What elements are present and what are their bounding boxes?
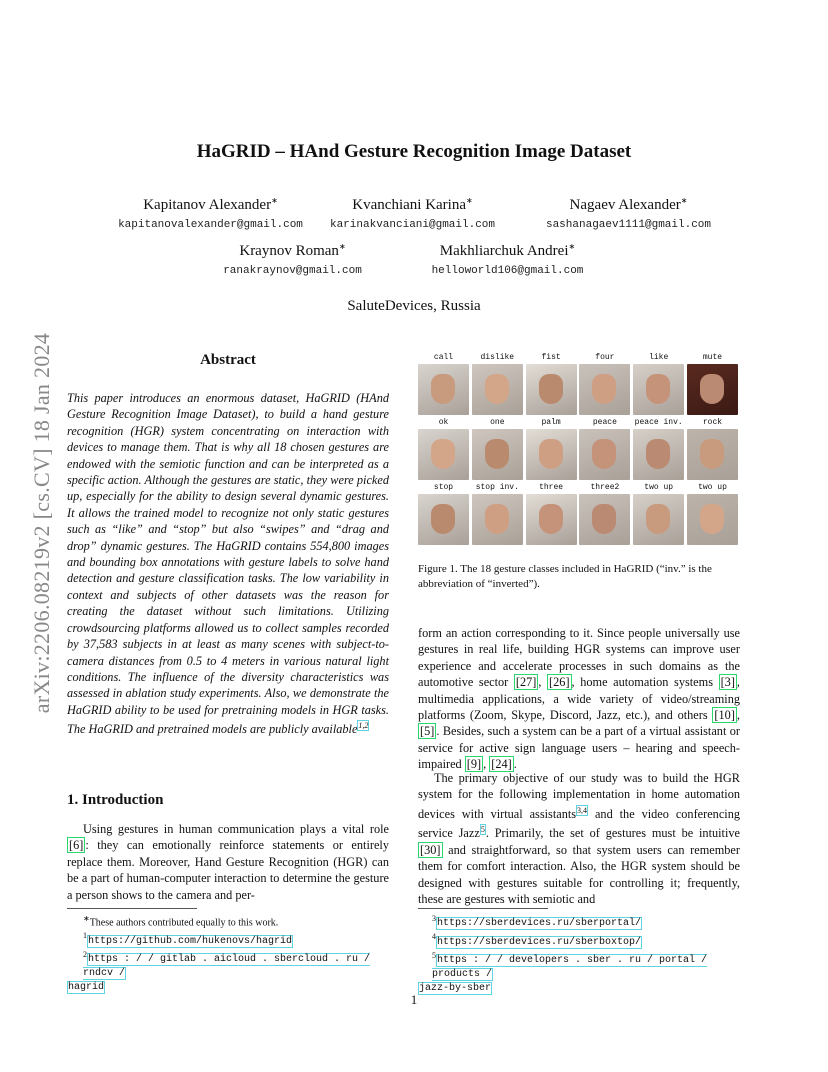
gesture-label: peace — [592, 418, 617, 427]
arxiv-identifier: arXiv:2206.08219v2 [cs.CV] 18 Jan 2024 — [29, 332, 54, 714]
citation-link[interactable]: [24] — [491, 757, 512, 772]
gesture-label: one — [490, 418, 505, 427]
footnotes-right: $^3$https://sberdevices.ru/sberportal/ $^4$https://sberdevices.ru/sberboxtop/ $^5$https : / / developers . sber . ru / portal / products / jazz-by-sber — [419, 914, 708, 994]
gesture-photo — [687, 364, 738, 415]
gesture-cell — [472, 482, 523, 545]
author-name: Makhliarchuk Andrei — [439, 243, 569, 259]
text-run: . Primarily, the set of gestures must be intuitive — [485, 826, 740, 841]
gesture-photo — [472, 429, 523, 480]
footnote-5-link-cont[interactable]: jazz-by-sber — [419, 982, 492, 994]
gesture-label: two up — [698, 483, 727, 492]
author-email[interactable]: karinakvanciani@gmail.com — [329, 219, 496, 231]
hand-shape — [539, 504, 563, 534]
gesture-photo — [687, 494, 738, 545]
footnote-link[interactable]: 3,4 — [577, 805, 588, 815]
abstract-text: This paper introduces an enormous dataset, HaGRID (HAnd Gesture Recognition Image Dataset), to build a hand gesture recognition (HGR) system concentrating on interaction with devices to manage them. That is why all 18 chosen gestures are endowed with the semiotic function and can be interpreted as a specific action. Although the gestures are static, they were picked up, especially for the ability to design several dynamic gestures. It allows the trained model to recognize not only static gestures such as “like” and “stop” but also “swipes” and “drag and drop” dynamic gestures. The HaGRID contains 554,800 images and bounding box annotations with gesture labels to solve hand detection and gesture classification tasks. The low variability in context and subjects of other datasets was the reason for creating the dataset without such limitations. Utilizing crowdsourcing platforms allowed us to collect samples recorded by 37,583 subjects in at least as many scenes with subject-to-camera distances from 0.5 to 4 meters in various natural light conditions. The influence of the diversity characteristics was assessed in ablation study experiments. Also, we demonstrate the HaGRID ability to be used for pretraining models in HGR tasks. The HaGRID and pretrained models are publicly available — [67, 391, 389, 737]
gesture-photo — [633, 494, 684, 545]
citation-link[interactable]: [30] — [420, 842, 441, 857]
paper-title: HaGRID – HAnd Gesture Recognition Image Dataset — [196, 141, 632, 162]
gesture-label: palm — [541, 418, 561, 427]
page-number: 1 — [410, 992, 418, 1007]
gesture-cell — [418, 352, 469, 415]
hand-shape — [646, 374, 670, 404]
text-run: and the video conferencing service Jazz — [418, 806, 740, 841]
author-1: Kapitanov Alexander∗ kapitanovalexander@gmail.com — [108, 196, 313, 231]
gesture-label: three2 — [590, 483, 620, 492]
footnote-link[interactable]: 5 — [480, 825, 485, 835]
hand-shape — [592, 439, 616, 469]
text-run: . Besides, such a system can be a part of a virtual assistant or service for active sign language users – hearing and speech-impaired — [418, 724, 740, 772]
text-run: , multimedia applications, a wide variety of video/streaming platforms (Zoom, Skype, Discord, Jazz, etc.), and others — [418, 675, 740, 723]
gesture-cell — [633, 352, 684, 415]
author-name: Kraynov Roman — [239, 243, 339, 259]
gesture-cell — [418, 417, 469, 480]
text-run: , — [736, 708, 740, 723]
right-paragraph-2 — [418, 770, 740, 907]
citation-link[interactable]: [3] — [720, 675, 735, 690]
hand-shape — [700, 439, 724, 469]
gesture-photo — [526, 364, 577, 415]
intro-paragraph — [67, 821, 389, 903]
text-run: , — [483, 757, 490, 772]
hand-shape — [646, 504, 670, 534]
text-run: Using gestures in human communication plays a vital role — [83, 822, 389, 836]
text-run: . — [513, 757, 517, 772]
hand-shape — [592, 504, 616, 534]
footnote-2-link[interactable]: https : / / gitlab . aicloud . sbercloud . ru / rndcv / — [83, 953, 371, 979]
gesture-photo — [526, 494, 577, 545]
gesture-photo — [418, 429, 469, 480]
hand-shape — [646, 439, 670, 469]
gesture-cell — [579, 482, 630, 545]
citation-link[interactable]: [9] — [466, 757, 482, 772]
gesture-cell — [633, 482, 684, 545]
figure-caption: Figure 1. The 18 gesture classes included in HaGRID (“inv.” is the abbreviation of “inverted”). — [418, 563, 712, 590]
gesture-photo — [579, 494, 630, 545]
hand-shape — [539, 439, 563, 469]
gesture-label: mute — [702, 353, 723, 362]
author-4: Kraynov Roman∗ ranakraynov@gmail.com — [190, 242, 395, 277]
footnote-1-link[interactable]: https://github.com/hukenovs/hagrid — [88, 935, 293, 947]
abstract-heading: Abstract — [200, 352, 256, 368]
figure-row — [418, 352, 738, 415]
gesture-photo — [633, 364, 684, 415]
gesture-label: ok — [438, 418, 449, 427]
gesture-photo — [579, 429, 630, 480]
gesture-label: call — [433, 353, 454, 362]
author-name: Kapitanov Alexander — [143, 197, 272, 213]
gesture-label: four — [595, 353, 615, 362]
footnotes-left: ∗These authors contributed equally to this work. $^1$https://github.com/hukenovs/hagrid $^2$https : / / gitlab . aicloud . sbercloud . ru / rndcv / hagrid — [68, 914, 371, 993]
figure-row — [418, 417, 738, 480]
author-3: Nagaev Alexander∗ sashanagaev1111@gmail.com — [526, 196, 731, 231]
hand-shape — [485, 439, 509, 469]
gesture-photo — [633, 429, 684, 480]
gesture-cell — [526, 417, 577, 480]
gesture-label: fist — [541, 353, 561, 362]
text-run: form an action corresponding to it. Since people universally use gestures in real life, building HGR systems can improve user experience and accelerate processes in such domains as the automotive sector — [418, 626, 740, 690]
gesture-cell — [418, 482, 469, 545]
footnote-2-link-cont[interactable]: hagrid — [68, 981, 105, 993]
figure-row — [418, 482, 738, 545]
author-email[interactable]: sashanagaev1111@gmail.com — [545, 219, 712, 231]
gesture-cell — [472, 352, 523, 415]
gesture-cell — [687, 482, 738, 545]
gesture-cell — [579, 352, 630, 415]
hand-shape — [485, 504, 509, 534]
hand-shape — [592, 374, 616, 404]
gesture-label: rock — [702, 418, 723, 427]
gesture-label: three — [539, 483, 564, 492]
abstract-footnote-link[interactable]: 1,2 — [358, 721, 369, 731]
hand-shape — [700, 504, 724, 534]
gesture-figure — [418, 352, 738, 547]
gesture-photo — [472, 364, 523, 415]
citation-link[interactable]: [26] — [549, 675, 570, 690]
text-run: , home automation systems — [571, 675, 719, 690]
text-run: : they can emotionally reinforce statements or entirely replace them. Moreover, Hand Gesture Recognition (HGR) can be a part of human-computer interaction to determine the gesture a person shows to the camera and per- — [67, 838, 389, 902]
gesture-cell — [526, 482, 577, 545]
author-email[interactable]: kapitanovalexander@gmail.com — [118, 219, 303, 231]
footnote-3-link[interactable]: https://sberdevices.ru/sberportal/ — [437, 918, 642, 930]
citation-link[interactable]: [6] — [69, 838, 84, 853]
gesture-cell — [687, 417, 738, 480]
gesture-photo — [526, 429, 577, 480]
footnote-star: These authors contributed equally to this work. — [89, 917, 279, 929]
footnote-rule — [418, 908, 548, 909]
gesture-cell — [579, 417, 630, 480]
affiliation: SaluteDevices, Russia — [347, 298, 481, 314]
hand-shape — [539, 374, 563, 404]
hand-shape — [700, 374, 724, 404]
gesture-photo — [418, 494, 469, 545]
hand-shape — [485, 374, 509, 404]
gesture-photo — [579, 364, 630, 415]
text-run: and straightforward, so that system users can remember them for comfort interaction. Also, the HGR system should be designed with gestures suitable for controlling it; frequently, these are gestures with semiotic and — [418, 842, 740, 907]
gesture-photo — [418, 364, 469, 415]
gesture-label: two up — [644, 483, 674, 492]
author-2: Kvanchiani Karina∗ karinakvanciani@gmail.com — [310, 196, 515, 231]
citation-link[interactable]: [27] — [515, 675, 537, 690]
text-run: , — [538, 675, 548, 690]
abstract-body — [67, 390, 389, 738]
gesture-cell — [633, 417, 684, 480]
gesture-cell — [526, 352, 577, 415]
gesture-cell — [472, 417, 523, 480]
gesture-photo — [687, 429, 738, 480]
hand-shape — [431, 374, 455, 404]
author-name: Nagaev Alexander — [569, 197, 681, 213]
author-name: Kvanchiani Karina — [352, 197, 466, 213]
gesture-label: stop — [433, 483, 454, 492]
gesture-label: like — [649, 353, 669, 362]
citation-link[interactable]: [5] — [420, 724, 435, 739]
right-paragraph-1 — [418, 625, 740, 773]
citation-link[interactable]: [10] — [714, 708, 735, 723]
gesture-label: dislike — [480, 353, 515, 362]
hand-shape — [431, 439, 455, 469]
hand-shape — [431, 504, 455, 534]
gesture-label: peace inv. — [634, 418, 683, 427]
gesture-label: stop inv. — [475, 483, 519, 492]
text-run: The primary objective of our study was to build the HGR system for the following implementation in home automation devices with virtual assistants — [418, 771, 740, 821]
author-email[interactable]: helloworld106@gmail.com — [431, 265, 584, 277]
author-email[interactable]: ranakraynov@gmail.com — [223, 265, 362, 277]
gesture-photo — [472, 494, 523, 545]
footnote-5-link[interactable]: https : / / developers . sber . ru / portal / products / — [432, 954, 708, 980]
author-5: Makhliarchuk Andrei∗ helloworld106@gmail.com — [405, 242, 610, 277]
footnote-4-link[interactable]: https://sberdevices.ru/sberboxtop/ — [437, 936, 642, 948]
section-heading-introduction: 1. Introduction — [67, 792, 164, 808]
footnote-rule — [67, 908, 197, 909]
gesture-cell — [687, 352, 738, 415]
